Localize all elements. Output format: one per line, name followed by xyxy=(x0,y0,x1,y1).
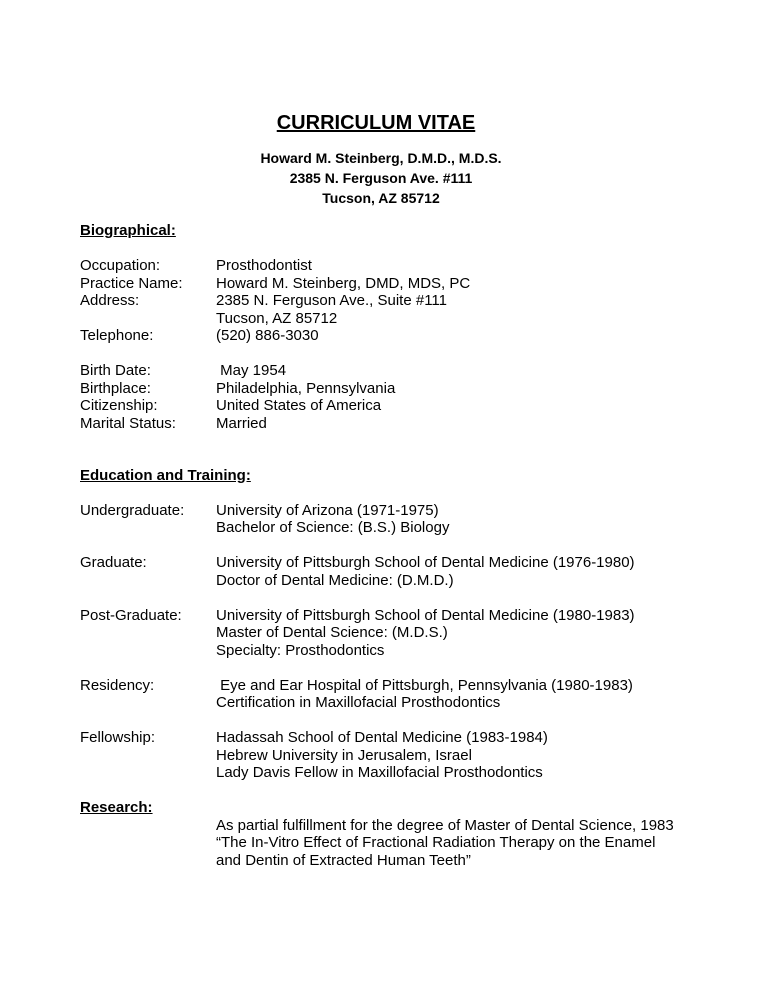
info-row xyxy=(80,397,740,415)
row-value: 2385 N. Ferguson Ave., Suite #111 xyxy=(216,292,447,309)
row-value: (520) 886-3030 xyxy=(216,327,319,344)
entry-line: Lady Davis Fellow in Maxillofacial Prosthodontics xyxy=(216,764,543,781)
entry-label: Post-Graduate: xyxy=(80,606,182,624)
row-label: Address: xyxy=(80,292,140,309)
entry-label: Fellowship: xyxy=(80,729,156,746)
row-label: Citizenship: xyxy=(80,397,158,414)
biographical-personal-block xyxy=(80,362,740,432)
entry-line: Hebrew University in Jerusalem, Israel xyxy=(216,746,472,764)
research-line: “The In-Vitro Effect of Fractional Radiation Therapy on the Enamel xyxy=(216,834,656,851)
author-city: Tucson, AZ 85712 xyxy=(322,190,440,206)
research-line: and Dentin of Extracted Human Teeth” xyxy=(216,851,471,869)
biographical-contact-block xyxy=(80,257,740,345)
document-title: CURRICULUM VITAE xyxy=(276,112,476,134)
row-label: Marital Status: xyxy=(80,414,176,432)
entry-line: Doctor of Dental Medicine: (D.M.D.) xyxy=(216,571,454,589)
education-entry-graduate xyxy=(80,554,740,589)
education-entry-fellowship xyxy=(80,729,740,782)
entry-line: Hadassah School of Dental Medicine (1983-1984) xyxy=(216,729,548,746)
info-row xyxy=(80,327,740,345)
info-row xyxy=(80,310,740,328)
row-label: Birth Date: xyxy=(80,362,151,379)
row-value: Howard M. Steinberg, DMD, MDS, PC xyxy=(216,274,471,292)
row-value: Tucson, AZ 85712 xyxy=(216,309,338,327)
row-label: Birthplace: xyxy=(80,379,151,397)
row-label: Practice Name: xyxy=(80,274,183,292)
entry-line: University of Pittsburgh School of Dental Medicine (1980-1983) xyxy=(216,606,635,624)
document-body xyxy=(80,222,740,869)
info-row xyxy=(80,275,740,293)
row-value: Married xyxy=(216,414,267,432)
education-entry-undergraduate xyxy=(80,502,740,537)
row-label: Occupation: xyxy=(80,257,161,274)
info-row xyxy=(80,380,740,398)
research-entry xyxy=(80,817,740,870)
info-row xyxy=(80,362,740,380)
education-entry-post-graduate xyxy=(80,607,740,660)
entry-line: Master of Dental Science: (M.D.S.) xyxy=(216,624,448,641)
row-value: Prosthodontist xyxy=(216,257,312,274)
entry-line: University of Arizona (1971-1975) xyxy=(216,501,439,519)
entry-line: Bachelor of Science: (B.S.) Biology xyxy=(216,519,450,536)
entry-line: Certification in Maxillofacial Prosthodontics xyxy=(216,694,501,711)
row-value: Philadelphia, Pennsylvania xyxy=(216,379,396,397)
section-heading-biographical: Biographical: xyxy=(80,222,176,239)
row-value: United States of America xyxy=(216,397,382,414)
entry-label: Undergraduate: xyxy=(80,501,185,519)
info-row xyxy=(80,415,740,433)
row-label: Telephone: xyxy=(80,327,154,344)
author-street: 2385 N. Ferguson Ave. #111 xyxy=(289,170,473,186)
info-row xyxy=(80,292,740,310)
section-heading-education: Education and Training: xyxy=(80,466,251,484)
author-name: Howard M. Steinberg, D.M.D., M.D.S. xyxy=(260,150,502,166)
entry-line: University of Pittsburgh School of Dental Medicine (1976-1980) xyxy=(216,554,635,571)
section-heading-research: Research: xyxy=(80,799,153,816)
row-label xyxy=(80,310,216,328)
entry-label: Residency: xyxy=(80,676,155,694)
entry-line: Eye and Ear Hospital of Pittsburgh, Pennsylvania (1980-1983) xyxy=(216,676,633,694)
row-value: May 1954 xyxy=(216,362,287,379)
info-row xyxy=(80,257,740,275)
entry-label: Graduate: xyxy=(80,554,147,571)
document-header xyxy=(0,110,768,208)
research-line: As partial fulfillment for the degree of Master of Dental Science, 1983 xyxy=(216,816,674,834)
entry-line: Specialty: Prosthodontics xyxy=(216,641,385,659)
education-entry-residency xyxy=(80,677,740,712)
